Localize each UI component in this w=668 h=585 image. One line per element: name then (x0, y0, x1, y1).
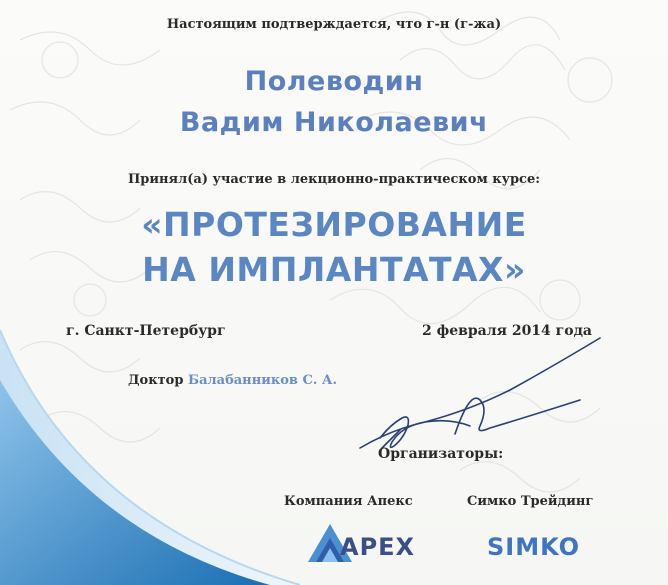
doctor-prefix: Доктор (128, 373, 184, 388)
recipient-surname: Полеводин (244, 66, 424, 97)
simko-logo-text: SIMKO (487, 533, 581, 561)
course-title-line2: НА ИМПЛАНТАТАХ» (142, 250, 526, 289)
course-title-line1: «ПРОТЕЗИРОВАНИЕ (141, 205, 527, 244)
city-text: г. Санкт-Петербург (66, 323, 226, 339)
organizer-simko: Симко Трейдинг (467, 494, 594, 509)
organizer-apex: Компания Апекс (284, 494, 413, 509)
apex-logo-text: APEX (340, 533, 416, 561)
participation-text: Принял(а) участие в лекционно-практическом курсе: (127, 172, 541, 187)
doctor-name: Балабанников С. А. (187, 373, 337, 388)
handwritten-signature (330, 330, 620, 460)
confirmation-text: Настоящим подтверждается, что г-н (г-жа) (166, 17, 502, 32)
doctor-line (128, 373, 337, 388)
recipient-given-names: Вадим Николаевич (179, 107, 489, 138)
date-text: 2 февраля 2014 года (422, 323, 592, 339)
organizers-label: Организаторы: (378, 446, 504, 462)
